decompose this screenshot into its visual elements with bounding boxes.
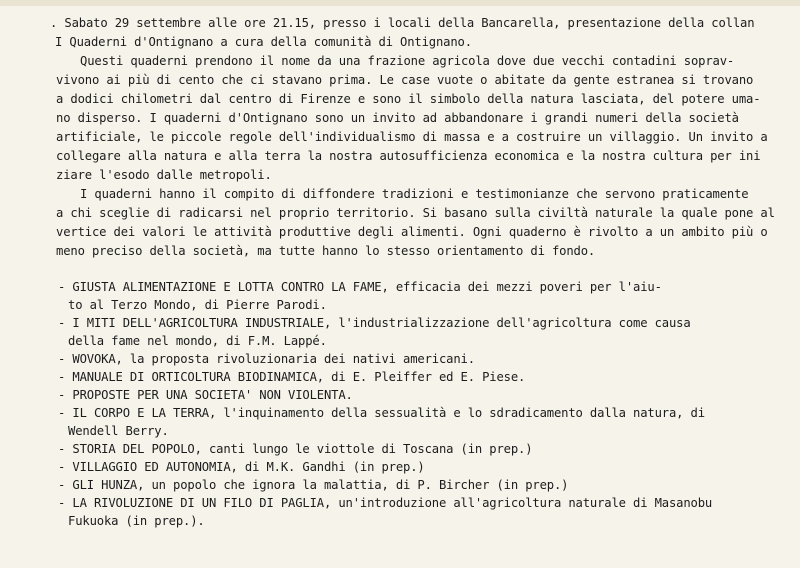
list-item-4: - MANUALE DI ORTICOLTURA BIODINAMICA, di E. Pleiffer ed E. Piese. [58,370,526,384]
para1-line-4: no disperso. I quaderni d'Ontignano sono un invito ad abbandonare i grandi numeri della società [56,111,739,125]
para2-line-2: a chi sceglie di radicarsi nel proprio territorio. Si basano sulla civiltà naturale la quale pone al [56,206,775,220]
list-item-5: - PROPOSTE PER UNA SOCIETA' NON VIOLENTA. [58,388,353,402]
paper-edge [0,0,800,6]
para1-line-1: Questi quaderni prendono il nome da una frazione agricola dove due vecchi contadini soprav- [80,54,735,68]
para2-line-1: I quaderni hanno il compito di diffondere tradizioni e testimonianze che servono praticamente [80,187,749,201]
header-line-1: . Sabato 29 settembre alle ore 21.15, presso i locali della Bancarella, presentazione della collan [50,16,755,30]
para1-line-3: a dodici chilometri dal centro di Firenze e sono il simbolo della natura lasciata, del potere uma- [56,92,761,106]
list-item-3: - WOVOKA, la proposta rivoluzionaria dei nativi americani. [58,352,475,366]
header-line-2: I Quaderni d'Ontignano a cura della comunità di Ontignano. [55,35,472,49]
para1-line-7: ziare l'esodo dalle metropoli. [56,168,272,182]
list-item-1-line-2: to al Terzo Mondo, di Pierre Parodi. [68,298,327,312]
para2-line-4: meno preciso della società, ma tutte hanno lo stesso orientamento di fondo. [56,244,596,258]
list-item-10-line-2: Fukuoka (in prep.). [68,514,205,528]
para1-line-2: vivono ai più di cento che ci stavano prima. Le case vuote o abitate da gente estranea si trovano [56,73,754,87]
list-item-8: - VILLAGGIO ED AUTONOMIA, di M.K. Gandhi (in prep.) [58,460,425,474]
list-item-6-line-1: - IL CORPO E LA TERRA, l'inquinamento della sessualità e lo sdradicamento dalla natura, di [58,406,705,420]
list-item-6-line-2: Wendell Berry. [68,424,169,438]
list-item-7: - STORIA DEL POPOLO, canti lungo le viottole di Toscana (in prep.) [58,442,533,456]
list-item-2-line-2: della fame nel mondo, di F.M. Lappé. [68,334,327,348]
list-item-9: - GLI HUNZA, un popolo che ignora la malattia, di P. Bircher (in prep.) [58,478,569,492]
list-item-1-line-1: - GIUSTA ALIMENTAZIONE E LOTTA CONTRO LA FAME, efficacia dei mezzi poveri per l'aiu- [58,280,662,294]
para2-line-3: vertice dei valori le attività produttive degli alimenti. Ogni quaderno è rivolto a un ambito più o [56,225,768,239]
list-item-10-line-1: - LA RIVOLUZIONE DI UN FILO DI PAGLIA, un'introduzione all'agricoltura naturale di Masanobu [58,496,713,510]
list-item-2-line-1: - I MITI DELL'AGRICOLTURA INDUSTRIALE, l'industrializzazione dell'agricoltura come causa [58,316,691,330]
para1-line-6: collegare alla natura e alla terra la nostra autosufficienza economica e la nostra cultura per ini [56,149,761,163]
para1-line-5: artificiale, le piccole regole dell'individualismo di massa e a costruire un villaggio. Un invito a [56,130,768,144]
